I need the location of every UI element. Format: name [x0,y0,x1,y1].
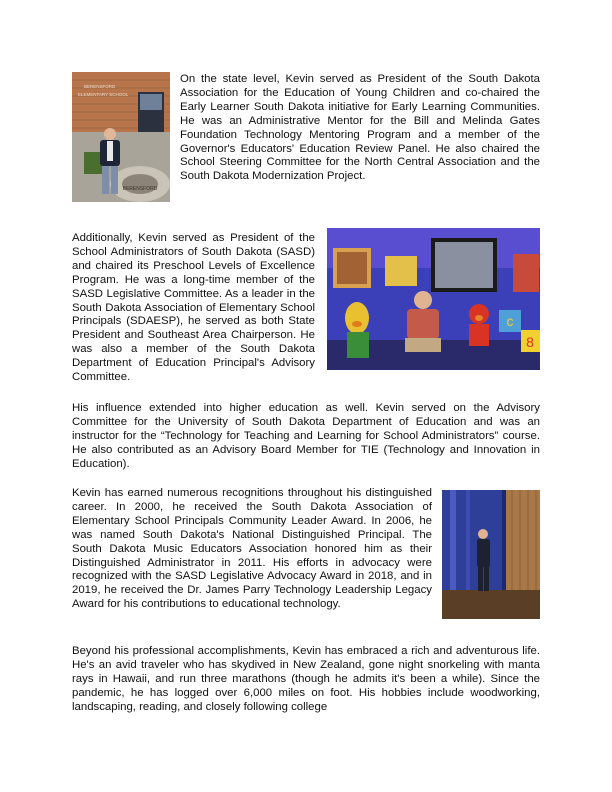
svg-text:c: c [506,313,514,329]
paragraph-personal-life: Beyond his professional accomplishments, Kevin has embraced a rich and adventurous life. He's an avid traveler who has skydived in New Zealand, gone night snorkeling with manta rays in Hawaii, and run three marathons (though he admits it's been a while). Since the pandemic, he has logged over 6,000 miles on foot. His hobbies include woodworking, landscaping, reading, and closely following college [72,645,540,713]
svg-text:8: 8 [526,334,534,350]
elmo-puppet [469,304,489,346]
photo-stage [442,490,540,619]
paragraph-recognitions: Kevin has earned numerous recognitions throughout his distinguished career. In 2000, he received the South Dakota Association of Elementary School Principals Community Leader Award. In 2006, he was named South Dakota's National Distinguished Principal. The South Dakota Music Educators Association honored him as their Distinguished Administrator in 2011. His efforts in advocacy were recognized with the SASD Legislative Advocacy Award in 2018, and in 2019, he received the Dr. James Parry Technology Leadership Legacy Award for his contributions to educational technology. [72,487,432,611]
paragraph-sasd: Additionally, Kevin served as President of the School Administrators of South Dakota (SASD) and chaired its Preschool Levels of Excellence Program. He was a long-time member of the SASD Legislative Committee. As a leader in the South Dakota Association of Elementary School Principals (SDAESP), he served as both State President and Southeast Area Chairperson. He was also a member of the South Dakota Department of Education Principal's Advisory Committee. [72,232,315,384]
person-with-puppets-studio-photo-icon [327,228,540,370]
svg-text:ELEMENTARY SCHOOL: ELEMENTARY SCHOOL [78,92,129,97]
svg-text:BERENSFORD: BERENSFORD [84,84,116,89]
photo-school-sign [72,72,170,202]
paragraph-state-level: On the state level, Kevin served as President of the South Dakota Association for the Education of Young Children and co-chaired the Early Learner South Dakota initiative for Early Learning Communities. He was an Administrative Mentor for the Bill and Melinda Gates Foundation Technology Mentoring Program and a member of the Governor's Educators' Education Review Panel. He also chaired the School Steering Committee for the North Central Association and the South Dakota Modernization Project. [180,73,540,183]
photo-tv-studio [327,228,540,370]
svg-text:BERENSFORD: BERENSFORD [122,186,158,192]
person-at-school-sign-photo-icon [72,72,170,202]
person-on-stage-photo-icon [442,490,540,619]
paragraph-higher-education: His influence extended into higher education as well. Kevin served on the Advisory Committee for the University of South Dakota Department of Education and was an instructor for the “Technology for Teaching and Learning for School Administrators” course. He also contributed as an Advisory Board Member for TIE (Technology and Innovation in Education). [72,402,540,470]
